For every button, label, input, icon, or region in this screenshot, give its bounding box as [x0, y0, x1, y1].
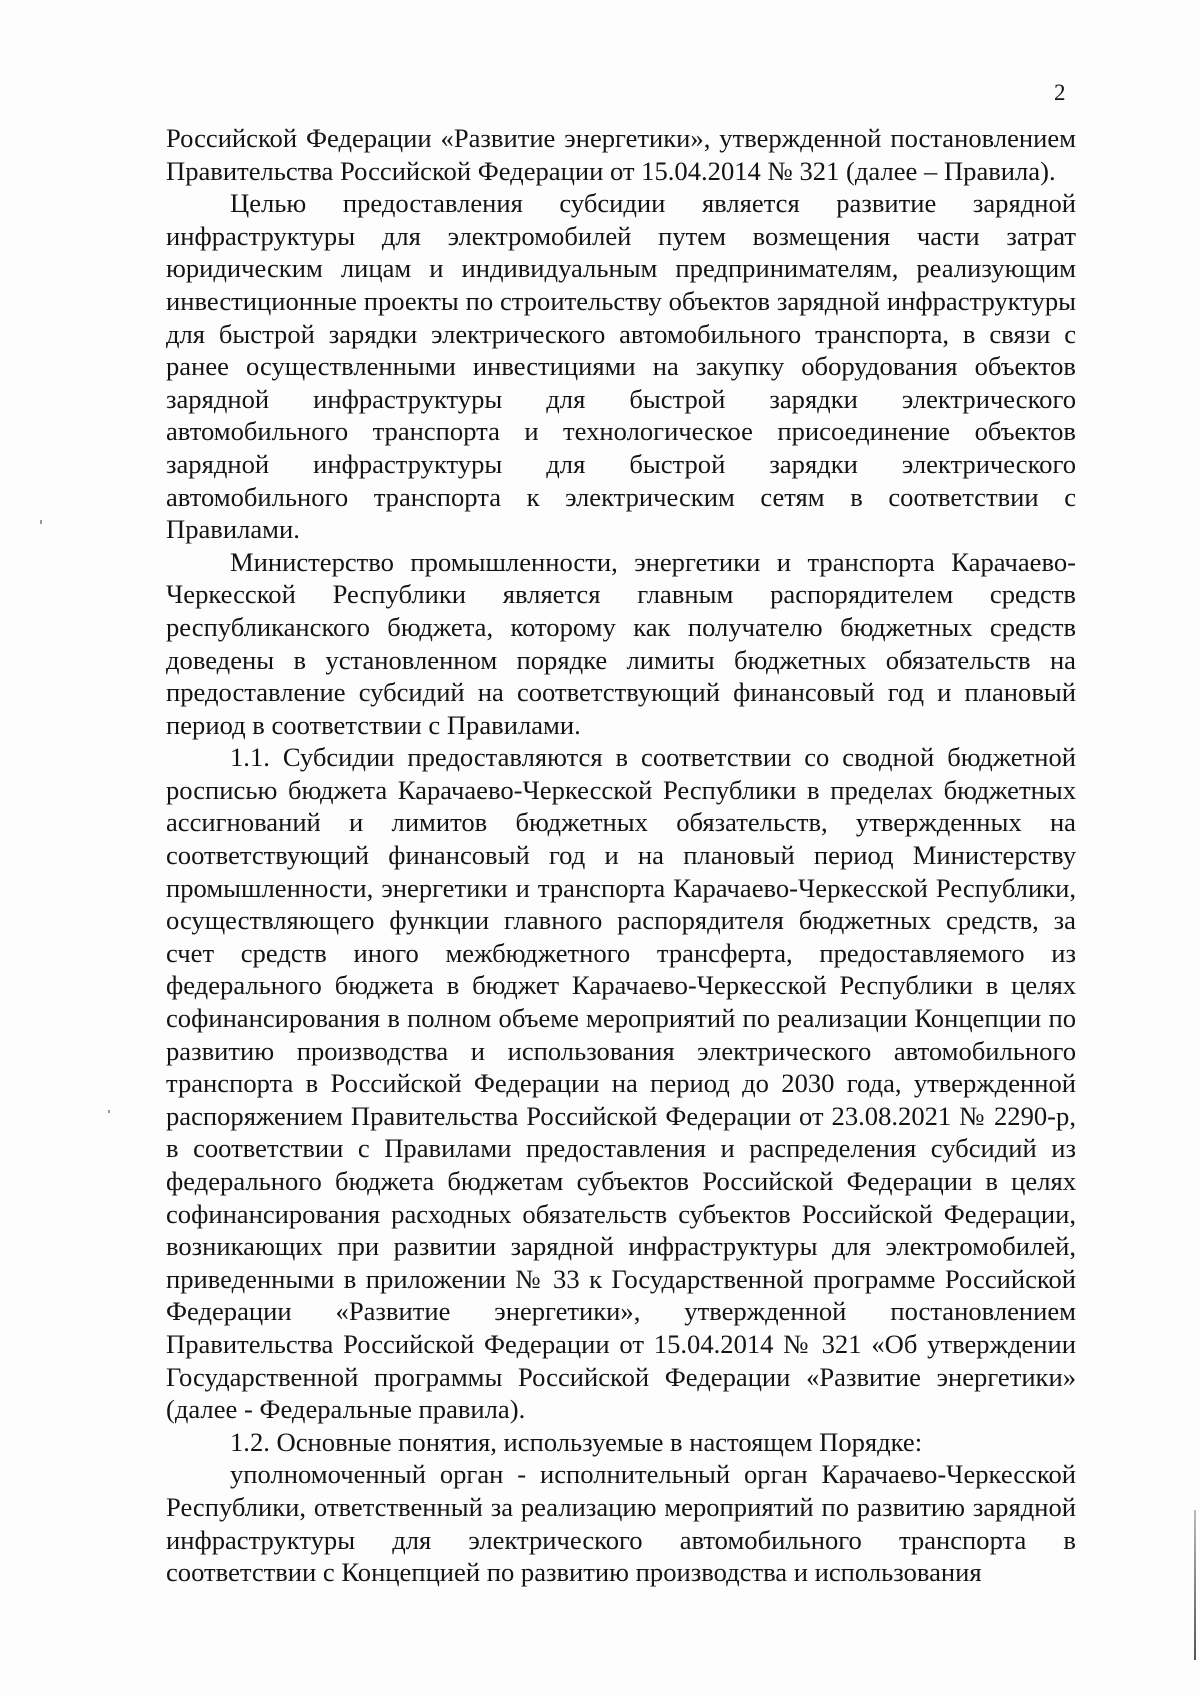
document-body [166, 122, 1076, 1589]
paragraph-authorized-body: уполномоченный орган - исполнительный орган Карачаево-Черкесской Республики, ответственный за реализацию мероприятий по развитию зарядной инфраструктуры для электрического автомобильного транспорта в соответствии с Концепцией по развитию производства и использования [166, 1459, 1076, 1588]
paragraph-section-1-1: 1.1. Субсидии предоставляются в соответствии со сводной бюджетной росписью бюджета Карачаево-Черкесской Республики в пределах бюджетных ассигнований и лимитов бюджетных обязательств, утвержденных на соответствующий финансовый год и на плановый период Министерству промышленности, энергетики и транспорта Карачаево-Черкесской Республики, осуществляющего функции главного распорядителя бюджетных средств, за счет средств иного межбюджетного трансферта, предоставляемого из федерального бюджета в бюджет Карачаево-Черкесской Республики в целях софинансирования в полном объеме мероприятий по реализации Концепции по развитию производства и использования электрического автомобильного транспорта в Российской Федерации на период до 2030 года, утвержденной распоряжением Правительства Российской Федерации от 23.08.2021 № 2290-р, в соответствии с Правилами предоставления и распределения субсидий из федерального бюджета бюджетам субъектов Российской Федерации в целях софинансирования расходных обязательств субъектов Российской Федерации, возникающих при развитии зарядной инфраструктуры для электромобилей, приведенными в приложении № 33 к Государственной программе Российской Федерации «Развитие энергетики», утвержденной постановлением Правительства Российской Федерации от 15.04.2014 № 321 «Об утверждении Государственной программы Российской Федерации «Развитие энергетики» (далее - Федеральные правила). [166, 742, 1076, 1425]
paragraph-goal: Целью предоставления субсидии является развитие зарядной инфраструктуры для электромобилей путем возмещения части затрат юридическим лицам и индивидуальным предпринимателям, реализующим инвестиционные проекты по строительству объектов зарядной инфраструктуры для быстрой зарядки электрического автомобильного транспорта, в связи с ранее осуществленными инвестициями на закупку оборудования объектов зарядной инфраструктуры для быстрой зарядки электрического автомобильного транспорта и технологическое присоединение объектов зарядной инфраструктуры для быстрой зарядки электрического автомобильного транспорта к электрическим сетям в соответствии с Правилами. [166, 188, 1076, 545]
scan-artifact [40, 520, 42, 524]
paragraph-intro-continued: Российской Федерации «Развитие энергетики», утвержденной постановлением Правительства Российской Федерации от 15.04.2014 № 321 (далее – Правила). [166, 123, 1076, 186]
scan-edge-shadow [1194, 1510, 1196, 1660]
paragraph-section-1-2: 1.2. Основные понятия, используемые в настоящем Порядке: [230, 1426, 923, 1457]
paragraph-ministry: Министерство промышленности, энергетики и транспорта Карачаево-Черкесской Республики является главным распорядителем средств республиканского бюджета, которому как получателю бюджетных средств доведены в установленном порядке лимиты бюджетных обязательств на предоставление субсидий на соответствующий финансовый год и плановый период в соответствии с Правилами. [166, 546, 1076, 740]
scan-artifact [108, 1110, 110, 1113]
page-number: 2 [1054, 80, 1066, 105]
